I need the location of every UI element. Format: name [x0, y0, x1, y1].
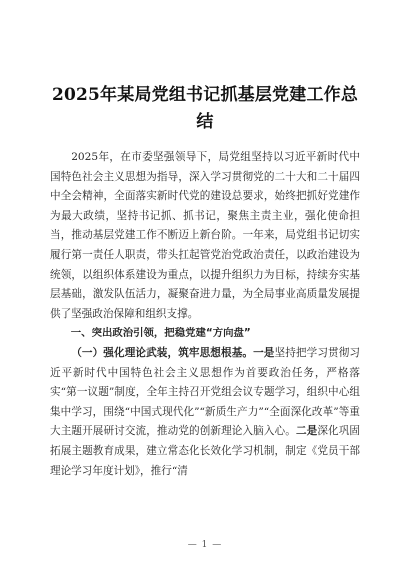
section-heading-1: 一、突出政治引领，把稳党建“方向盘” [70, 327, 251, 340]
document-title: 2025年某局党组书记抓基层党建工作总结 [51, 85, 359, 132]
point-marker-two: 二是 [295, 425, 318, 438]
subsection-heading-1: （一）强化理论武装，筑牢思想根基。 [71, 346, 254, 359]
intro-paragraph: 2025年，在市委坚强领导下，局党组坚持以习近平新时代中国特色社会主义思想为指导，深入学习贯彻党的二十大和二十届四中全会精神，全面落实新时代党的建设总要求，始终把抓好党建作为最大政绩，坚持书记抓、抓书记，聚焦主责主业，强化使命担当，推动基层党建工作不断迈上新台阶。一年来，局党组书记切实履行第一责任人职责，带头扛起管党治党政治责任，以政治建设为统领，以组织体系建设为重点，以提升组织力为目标，持续夯实基层基础，激发队伍活力，凝聚奋进力量，为全局事业高质量发展提供了坚强政治保障和组织支撑。 [50, 151, 360, 320]
subsection-paragraph-1 [50, 344, 360, 481]
document-body [50, 148, 360, 481]
page-number: — 1 — [187, 540, 223, 550]
point-one-text: 坚持把学习贯彻习近平新时代中国特色社会主义思想作为首要政治任务，严格落实“第一议题”制度，全年主持召开党组会议专题学习，组织中心组集中学习，围绕“中国式现代化”“新质生产力”“全面深化改革”等重大主题开展研讨交流，推动党的创新理论入脑入心。 [50, 346, 361, 438]
point-marker-one: 一是 [253, 346, 275, 359]
point-two-text: 深化巩固拓展主题教育成果，建立常态化长效化学习机制，制定《党员干部理论学习年度计划》，推行“清 [50, 425, 361, 477]
